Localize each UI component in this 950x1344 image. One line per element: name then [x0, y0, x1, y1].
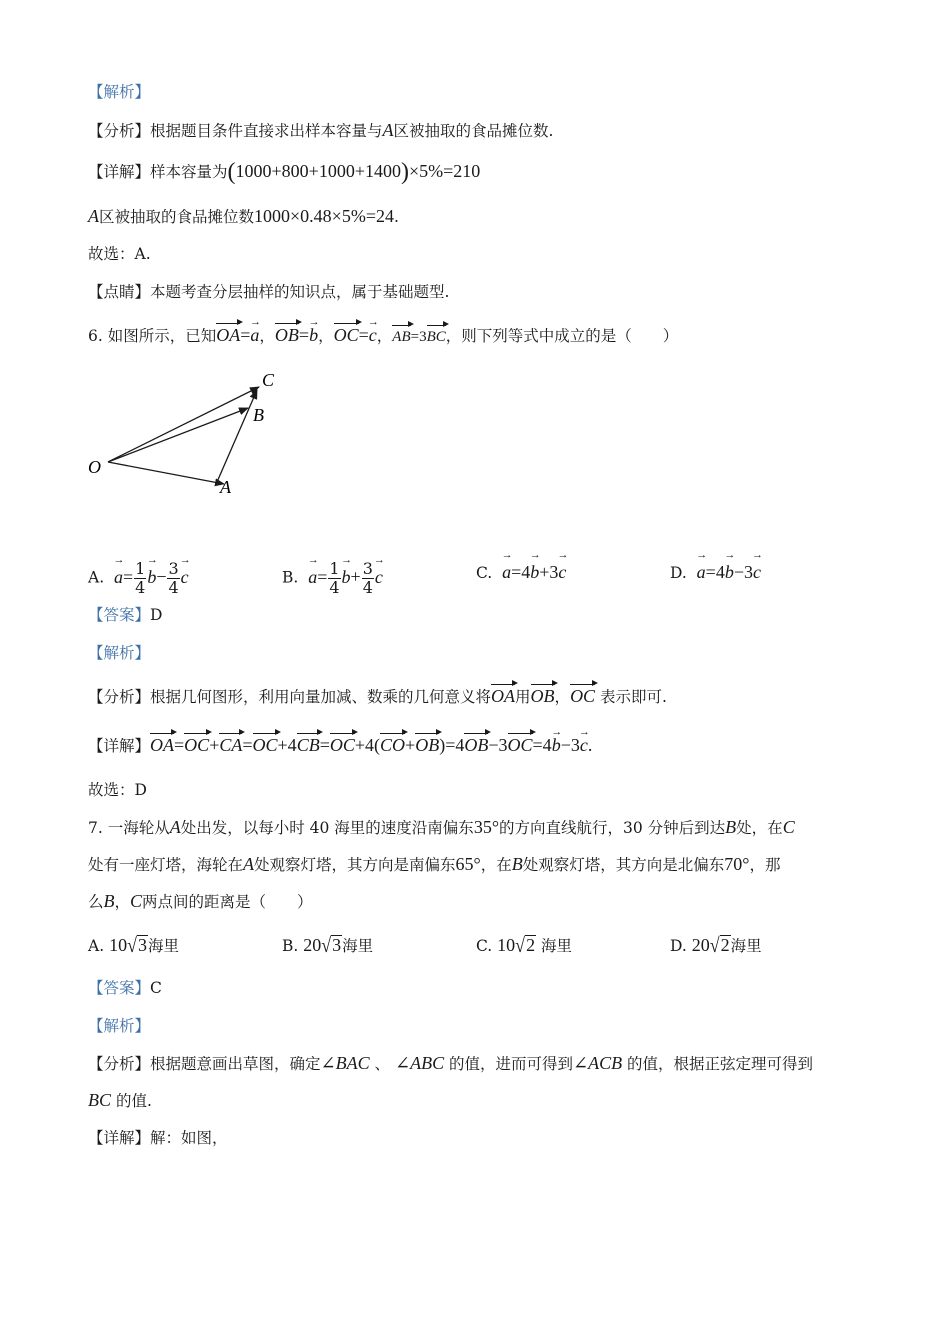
q5-dianjing: 【点睛】本题考查分层抽样的知识点，属于基础题型.	[88, 283, 450, 301]
label-o: O	[88, 457, 101, 477]
vector-oa	[108, 462, 224, 484]
q7-stem-line2: 处有一座灯塔，海轮在A处观察灯塔，其方向是南偏东65°，在B处观察灯塔，其方向是北偏东70°，那	[88, 854, 781, 874]
q7-option-b[interactable]: B. 20√3海里	[282, 933, 374, 957]
q7-stem-line3: 么B，C两点间的距离是（ ）	[88, 891, 313, 911]
q7-option-d[interactable]: D. 20√2海里	[670, 933, 762, 957]
q7-fenxi-line2: BC 的值.	[88, 1090, 152, 1110]
q6-option-b[interactable]: B. → a= $\frac{1}{4}$ → b+ $\frac{3}{4}$ → c	[282, 560, 383, 597]
q6-jiexi-heading: 【解析】	[88, 644, 151, 662]
vector-ob	[108, 408, 248, 462]
vector-ac	[217, 390, 257, 482]
q6-option-c[interactable]: C. → a=4→ b+3→ c	[476, 562, 566, 583]
vector-oc	[108, 387, 259, 462]
q5-xiangjie: 【详解】样本容量为(1000+800+1000+1400)×5%=210	[88, 159, 481, 185]
label-b: B	[253, 405, 264, 425]
q6-answer: 【答案】D	[88, 606, 163, 624]
q6-fenxi: 【分析】根据几何图形，利用向量加减、数乘的几何意义将OA用OB，OC 表示即可.	[88, 686, 667, 706]
q6-option-a[interactable]: A. → a= $\frac{1}{4}$ → b− $\frac{3}{4}$ → c	[88, 560, 189, 597]
q7-fenxi-line1: 【分析】根据题意画出草图，确定∠BAC 、 ∠ABC 的值，进而可得到∠ACB 的值，根据正弦定理可得到	[88, 1053, 814, 1073]
q7-xiangjie: 【详解】解：如图，	[88, 1129, 228, 1147]
q6-xiangjie: 【详解】OA=OC+CA=OC+4CB=OC+4(CO+OB)=4OB−3OC=4→ b−3→ c.	[88, 734, 592, 757]
q7-option-a[interactable]: A. 10√3海里	[88, 933, 179, 957]
q5-guxuan: 故选：A.	[88, 245, 151, 263]
q5-line2: A区被抽取的食品摊位数1000×0.48×5%=24.	[88, 206, 399, 226]
q5-fenxi: 【分析】根据题目条件直接求出样本容量与A区被抽取的食品摊位数.	[88, 120, 554, 140]
q5-jiexi-heading: 【解析】	[88, 83, 151, 101]
vector-figure	[84, 364, 294, 500]
label-c: C	[262, 370, 275, 390]
q6-option-d[interactable]: D. → a=4→ b−3→ c	[670, 562, 761, 583]
q6-guxuan: 故选：D	[88, 781, 147, 799]
q7-answer: 【答案】C	[88, 979, 162, 997]
q6-stem: 6. 如图所示，已知OA=→ a，OB=→ b，OC=→ c，AB=3BC，则下列等式中成立的是（ ）	[88, 324, 678, 348]
label-a: A	[220, 477, 231, 497]
q7-stem-line1: 7. 一海轮从A处出发，以每小时 40 海里的速度沿南偏东35°的方向直线航行，30 分钟后到达B处，在C	[88, 817, 795, 837]
q7-jiexi-heading: 【解析】	[88, 1017, 151, 1035]
q7-option-c[interactable]: C. 10√2 海里	[476, 933, 573, 957]
